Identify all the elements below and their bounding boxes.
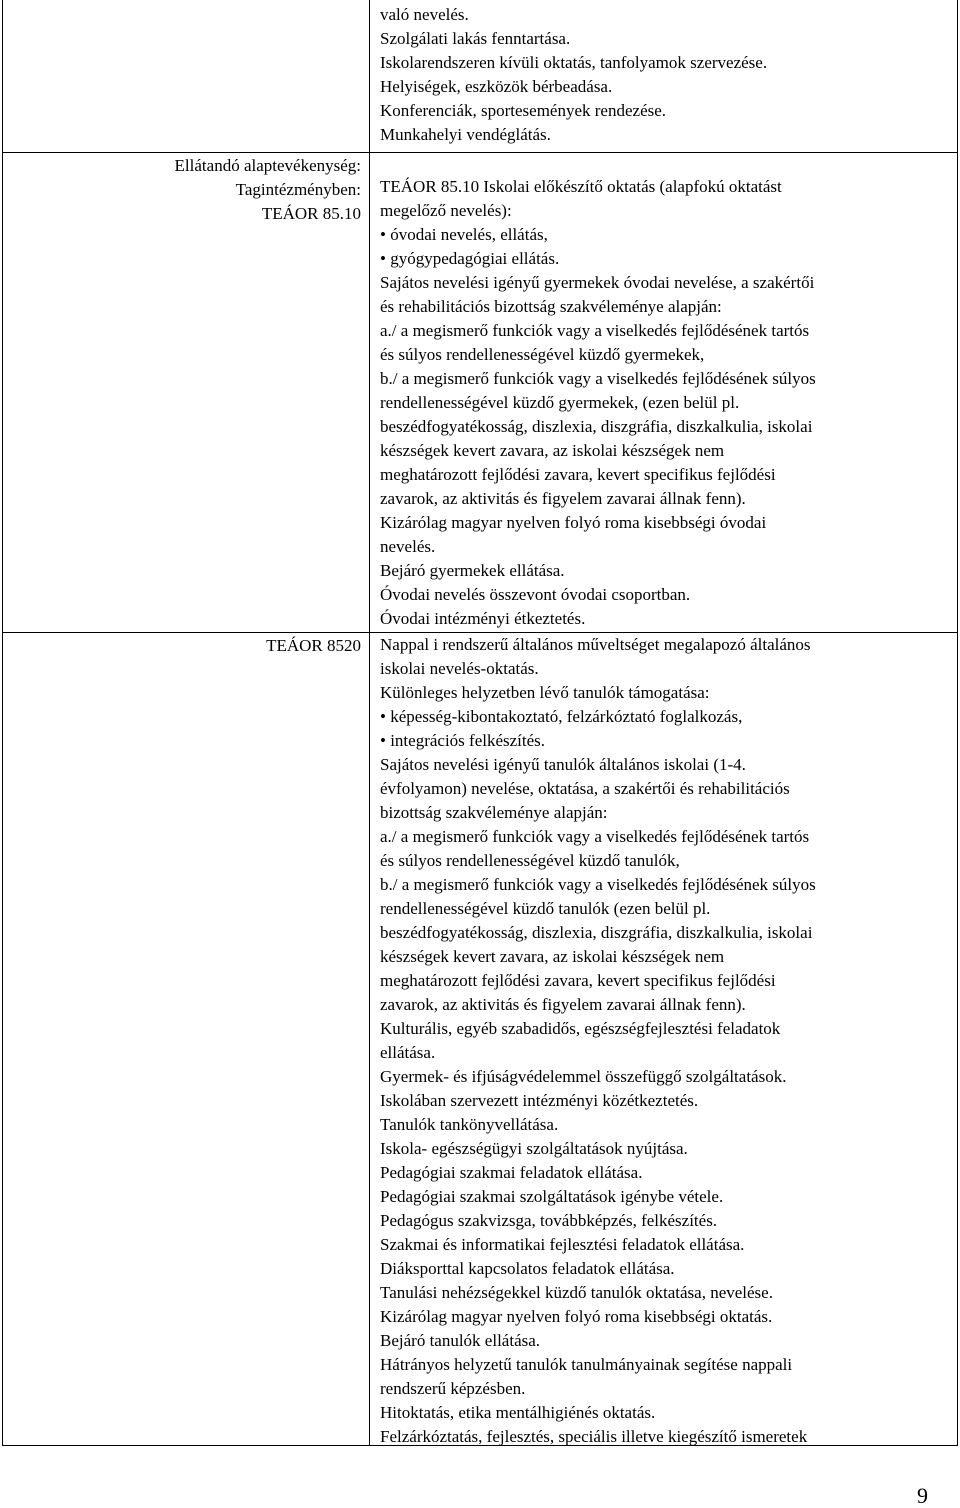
text-line: Kulturális, egyéb szabadidős, egészségfejlesztési feladatok	[380, 1019, 781, 1038]
text-line: Óvodai nevelés összevont óvodai csoportban.	[380, 585, 691, 604]
text-line: rendellenességével küzdő gyermekek, (ezen belül pl.	[380, 393, 740, 412]
text-line: ellátása.	[380, 1043, 436, 1062]
page-number: 9	[917, 1483, 928, 1508]
text-line: Helyiségek, eszközök bérbeadása.	[380, 77, 613, 96]
text-line: • gyógypedagógiai ellátás.	[380, 249, 560, 268]
text-line: Iskola- egészségügyi szolgáltatások nyújtása.	[380, 1139, 688, 1158]
row-label-cell	[3, 0, 370, 152]
row-content-cell	[370, 153, 957, 632]
text-line: készségek kevert zavara, az iskolai készségek nem	[380, 947, 725, 966]
text-line: TEÁOR 85.10 Iskolai előkészítő oktatás (alapfokú oktatást	[380, 177, 782, 196]
text-line: Sajátos nevelési igényű gyermekek óvodai nevelése, a szakértői	[380, 273, 815, 292]
text-line: Pedagógiai szakmai feladatok ellátása.	[380, 1163, 643, 1182]
text-line: Tanulási nehézségekkel küzdő tanulók oktatása, nevelése.	[380, 1283, 773, 1302]
text-line: a./ a megismerő funkciók vagy a viselkedés fejlődésének tartós	[380, 321, 810, 340]
text-line: zavarok, az aktivitás és figyelem zavarai állnak fenn).	[380, 489, 746, 508]
text-line: Iskolában szervezett intézményi közétkeztetés.	[380, 1091, 699, 1110]
text-line: Óvodai intézményi étkeztetés.	[380, 609, 586, 628]
text-line: • integrációs felkészítés.	[380, 731, 546, 750]
text-line: Iskolarendszeren kívüli oktatás, tanfolyamok szervezése.	[380, 53, 768, 72]
text-line: Különleges helyzetben lévő tanulók támogatása:	[380, 683, 710, 702]
row-label-line: Tagintézményben:	[235, 180, 361, 199]
table-row	[3, 0, 957, 152]
table-row	[3, 632, 957, 1446]
document-table	[2, 0, 958, 1446]
text-line: Pedagógus szakvizsga, továbbképzés, felkészítés.	[380, 1211, 718, 1230]
row-label-cell	[3, 153, 370, 632]
text-line: Hitoktatás, etika mentálhigiénés oktatás.	[380, 1403, 656, 1422]
text-line: Felzárkóztatás, fejlesztés, speciális illetve kiegészítő ismeretek	[380, 1427, 808, 1446]
text-line: iskolai nevelés-oktatás.	[380, 659, 539, 678]
row-label-line: TEÁOR 85.10	[261, 204, 361, 223]
text-line: bizottság szakvéleménye alapján:	[380, 803, 608, 822]
text-line: és súlyos rendellenességével küzdő tanulók,	[380, 851, 680, 870]
text-line: rendellenességével küzdő tanulók (ezen belül pl.	[380, 899, 711, 918]
text-line: évfolyamon) nevelése, oktatása, a szakértői és rehabilitációs	[380, 779, 790, 798]
text-line: való nevelés.	[380, 5, 469, 24]
text-line: b./ a megismerő funkciók vagy a viselkedés fejlődésének súlyos	[380, 875, 816, 894]
text-line: Nappal i rendszerű általános műveltséget megalapozó általános	[380, 635, 811, 654]
text-line: Kizárólag magyar nyelven folyó roma kisebbségi oktatás.	[380, 1307, 773, 1326]
text-line: Munkahelyi vendéglátás.	[380, 125, 551, 144]
text-line: Szolgálati lakás fenntartása.	[380, 29, 571, 48]
text-line: nevelés.	[380, 537, 436, 556]
text-line: Konferenciák, sportesemények rendezése.	[380, 101, 667, 120]
text-line: • óvodai nevelés, ellátás,	[380, 225, 548, 244]
text-line: Gyermek- és ifjúságvédelemmel összefüggő szolgáltatások.	[380, 1067, 787, 1086]
text-line: b./ a megismerő funkciók vagy a viselkedés fejlődésének súlyos	[380, 369, 816, 388]
text-line: Diáksporttal kapcsolatos feladatok ellátása.	[380, 1259, 675, 1278]
row-content-cell	[370, 0, 957, 152]
text-line: Bejáró tanulók ellátása.	[380, 1331, 541, 1350]
text-line: • képesség-kibontakoztató, felzárkóztató foglalkozás,	[380, 707, 743, 726]
text-line: rendszerű képzésben.	[380, 1379, 526, 1398]
text-line: megelőző nevelés):	[380, 201, 512, 220]
text-line: Hátrányos helyzetű tanulók tanulmányainak segítése nappali	[380, 1355, 793, 1374]
text-line: Szakmai és informatikai fejlesztési feladatok ellátása.	[380, 1235, 745, 1254]
text-line: a./ a megismerő funkciók vagy a viselkedés fejlődésének tartós	[380, 827, 810, 846]
row-content-cell	[370, 633, 957, 1446]
text-line: Kizárólag magyar nyelven folyó roma kisebbségi óvodai	[380, 513, 767, 532]
row-label-cell	[3, 633, 370, 1446]
text-line: készségek kevert zavara, az iskolai készségek nem	[380, 441, 725, 460]
text-line: zavarok, az aktivitás és figyelem zavarai állnak fenn).	[380, 995, 746, 1014]
text-line: és súlyos rendellenességével küzdő gyermekek,	[380, 345, 705, 364]
text-line: meghatározott fejlődési zavara, kevert specifikus fejlődési	[380, 971, 776, 990]
text-line: Sajátos nevelési igényű tanulók általános iskolai (1-4.	[380, 755, 746, 774]
table-row	[3, 152, 957, 632]
text-line: és rehabilitációs bizottság szakvéleménye alapján:	[380, 297, 722, 316]
text-line: meghatározott fejlődési zavara, kevert specifikus fejlődési	[380, 465, 776, 484]
text-line: Tanulók tankönyvellátása.	[380, 1115, 559, 1134]
text-line: Bejáró gyermekek ellátása.	[380, 561, 565, 580]
row-label-line: Ellátandó alaptevékenység:	[174, 156, 361, 175]
text-line: beszédfogyatékosság, diszlexia, diszgráfia, diszkalkulia, iskolai	[380, 417, 813, 436]
text-line: Pedagógiai szakmai szolgáltatások igénybe vétele.	[380, 1187, 724, 1206]
row-label-line: TEÁOR 8520	[266, 636, 361, 655]
text-line: beszédfogyatékosság, diszlexia, diszgráfia, diszkalkulia, iskolai	[380, 923, 813, 942]
